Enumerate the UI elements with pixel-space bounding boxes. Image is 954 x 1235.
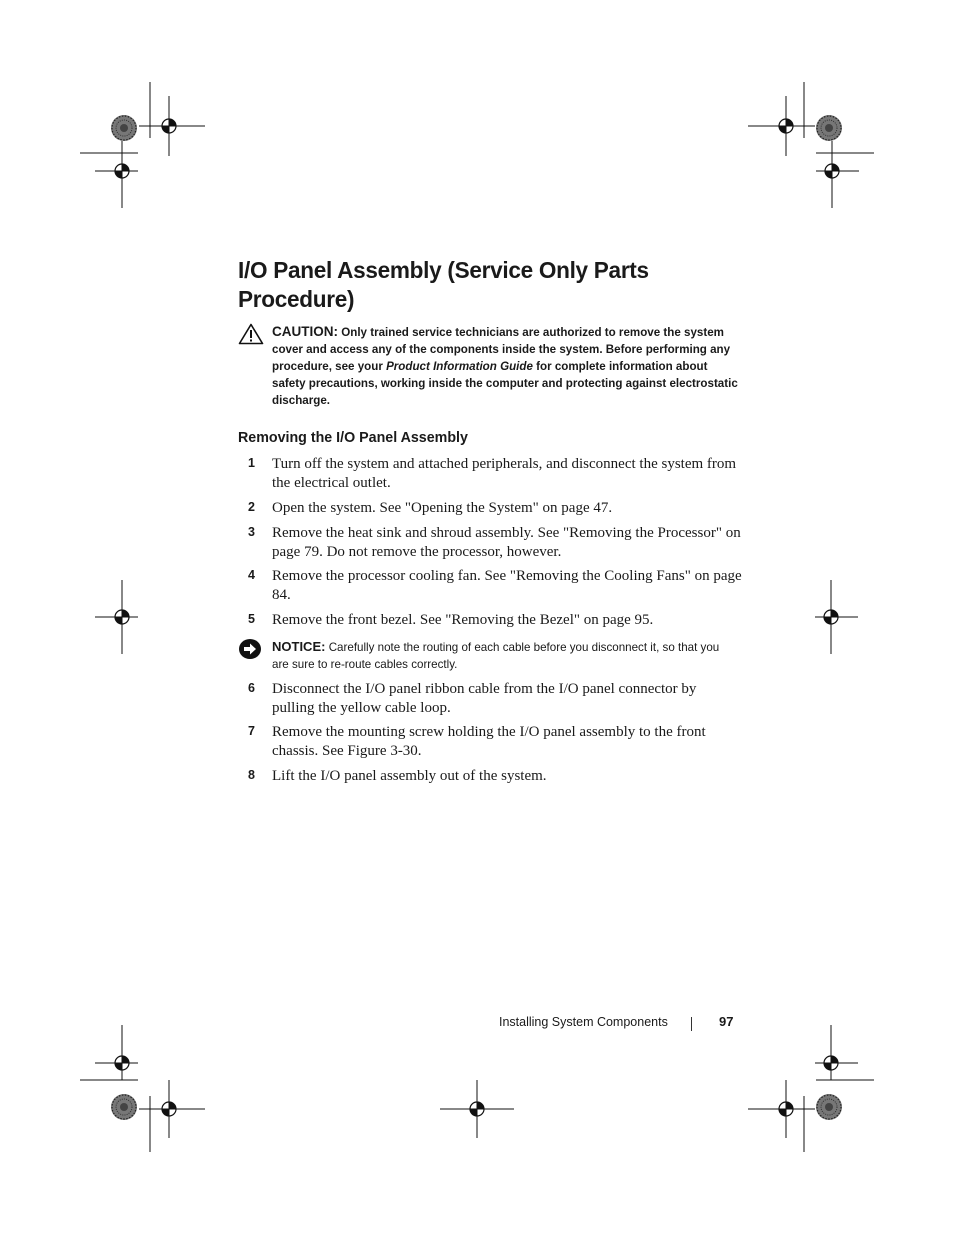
step-text: Remove the front bezel. See "Removing the Bezel" on page 95. (272, 612, 654, 628)
step-number: 1 (248, 456, 255, 470)
step-number: 8 (248, 768, 255, 782)
step-text: Turn off the system and attached peripherals, and disconnect the system from the electrical outlet. (272, 456, 737, 491)
step-text: Remove the mounting screw holding the I/O panel assembly to the front chassis. See Figure 3-30. (272, 724, 706, 759)
list-item (248, 499, 748, 518)
list-item (248, 524, 748, 561)
step-number: 5 (248, 612, 255, 626)
list-item (248, 611, 748, 630)
footer-divider (691, 1017, 692, 1031)
color-wheel-icon (111, 115, 137, 141)
step-text: Open the system. See "Opening the System" on page 47. (272, 500, 613, 516)
list-item (248, 680, 748, 717)
step-text: Disconnect the I/O panel ribbon cable from the I/O panel connector by pulling the yellow cable loop. (272, 681, 697, 716)
product-information-guide-title: Product Information Guide (386, 360, 533, 373)
section-heading: Removing the I/O Panel Assembly (238, 429, 468, 446)
page-number: 97 (719, 1014, 734, 1029)
step-text: Remove the processor cooling fan. See "Removing the Cooling Fans" on page 84. (272, 568, 742, 603)
step-number: 6 (248, 681, 255, 695)
step-text: Remove the heat sink and shroud assembly. See "Removing the Processor" on page 79. Do not remove the processor, however. (272, 525, 741, 560)
list-item (248, 567, 748, 604)
color-wheel-icon (816, 115, 842, 141)
list-item (248, 455, 748, 492)
page-title: I/O Panel Assembly (Service Only Parts Procedure) (238, 257, 649, 312)
step-number: 2 (248, 500, 255, 514)
notice-arrow-icon (238, 638, 262, 665)
footer-section-title: Installing System Components (499, 1015, 668, 1029)
notice-label: NOTICE: (272, 639, 326, 654)
list-item (248, 767, 748, 786)
step-number: 3 (248, 525, 255, 539)
color-wheel-icon (816, 1094, 842, 1120)
step-text: Lift the I/O panel assembly out of the system. (272, 768, 547, 784)
caution-body-before: Only trained service technicians are authorized to remove the system cover and access any of the components inside the system. Before performing any procedure, see your (272, 326, 731, 373)
list-item (248, 723, 748, 760)
caution-text (272, 323, 738, 409)
step-number: 4 (248, 568, 255, 582)
step-number: 7 (248, 724, 255, 738)
notice-text (272, 638, 738, 673)
caution-note (238, 323, 738, 409)
notice-note (238, 638, 738, 673)
color-wheel-icon (111, 1094, 137, 1120)
caution-body-after: for complete information about safety precautions, working inside the computer and protecting against electrostatic discharge. (272, 360, 738, 407)
caution-label: CAUTION: (272, 324, 338, 339)
warning-triangle-icon (238, 323, 264, 350)
notice-body: Carefully note the routing of each cable before you disconnect it, so that you are sure to re-route cables correctly. (272, 641, 720, 671)
